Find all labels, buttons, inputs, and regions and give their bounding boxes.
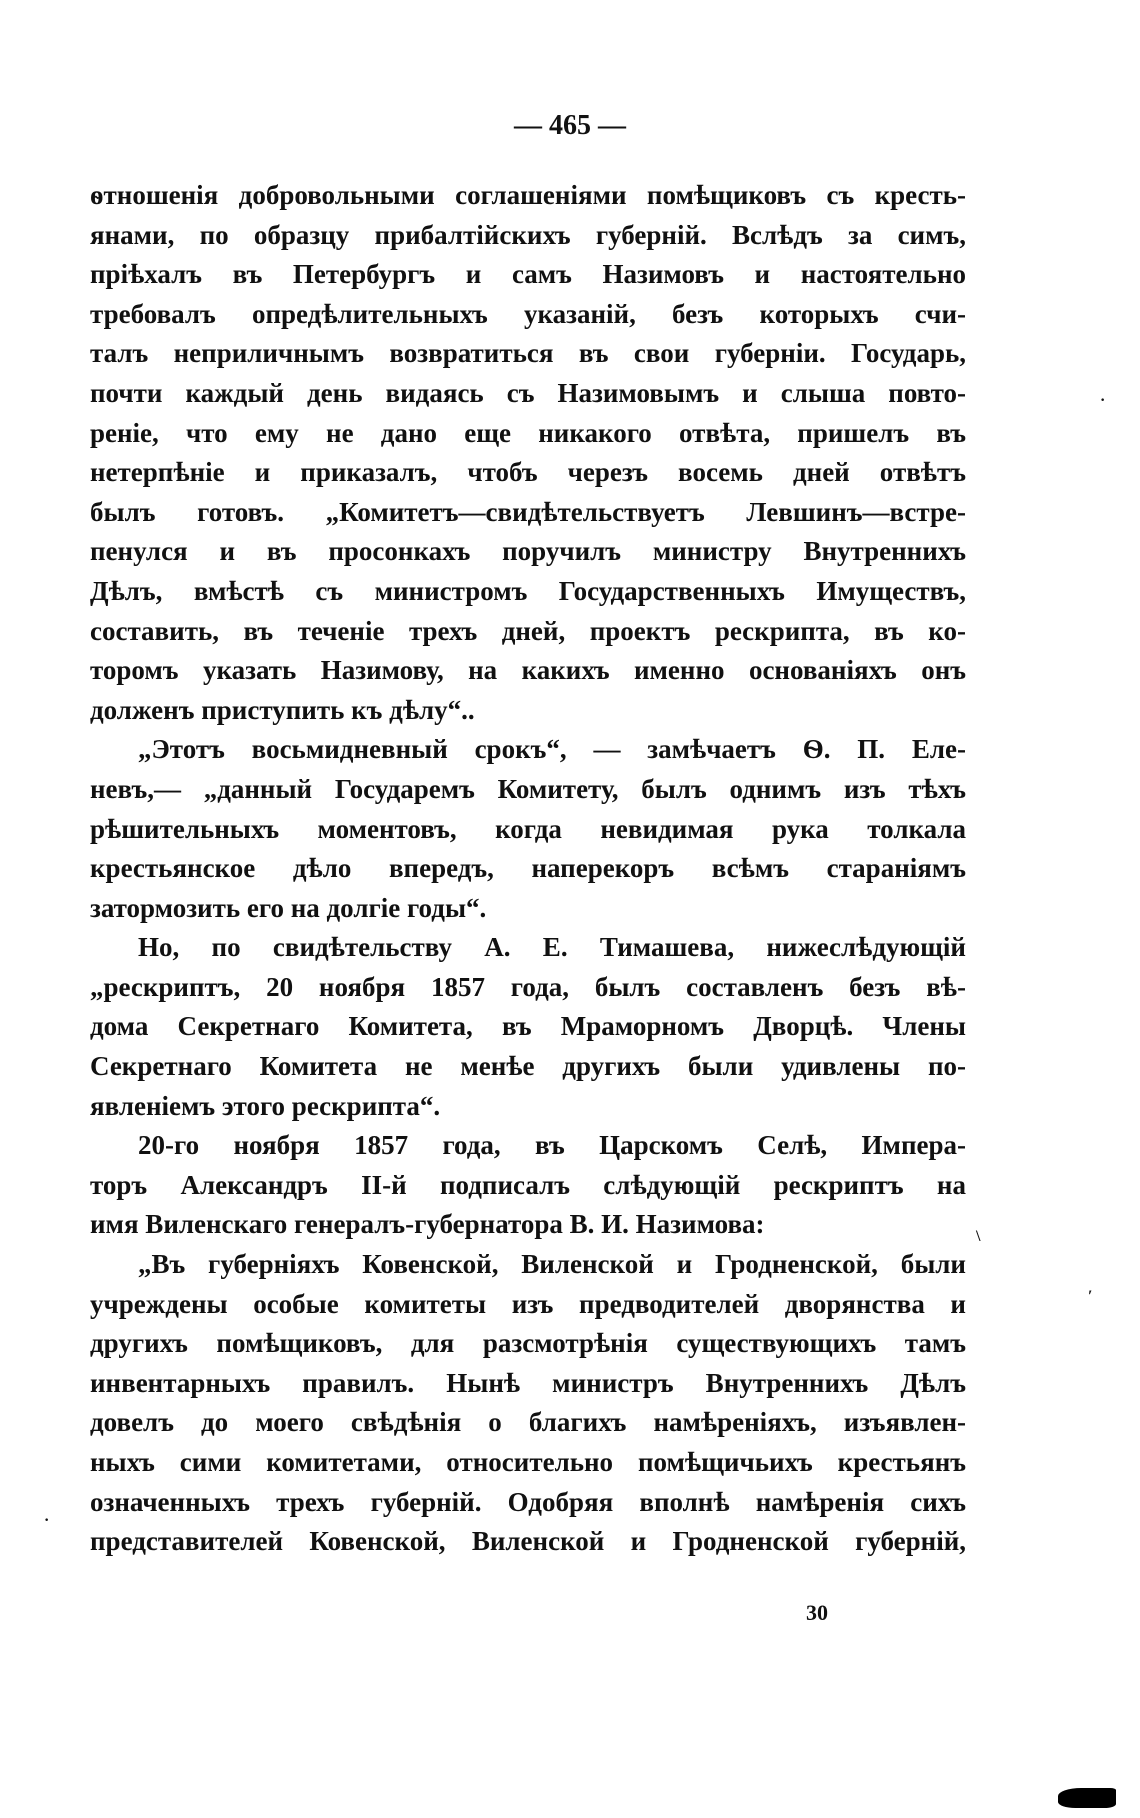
page-number: — 465 — [514, 110, 626, 141]
text-line: былъ готовъ. „Комитетъ—свидѣтельствуетъ Левшинъ—встре- [90, 496, 966, 527]
text-line: довелъ до моего свѣдѣнія о благихъ намѣреніяхъ, изъявлен- [90, 1407, 966, 1438]
text-line: „рескриптъ, 20 ноября 1857 года, былъ составленъ безъ вѣ- [90, 971, 966, 1002]
text-line: ныхъ сими комитетами, относительно помѣщичьихъ крестьянъ [90, 1447, 966, 1477]
text-line: рѣшительныхъ моментовъ, когда невидимая рука толкала [90, 813, 966, 844]
text-line: означенныхъ трехъ губерній. Одобряя вполнѣ намѣренія сихъ [90, 1486, 966, 1517]
text-line: пріѣхалъ въ Петербургъ и самъ Назимовъ и настоятельно [90, 259, 966, 290]
text-line: торомъ указать Назимову, на какихъ именно основаніяхъ онъ [90, 655, 966, 686]
body-text [90, 176, 966, 1562]
text-line: инвентарныхъ правилъ. Нынѣ министръ Внутреннихъ Дѣлъ [90, 1367, 966, 1398]
speck-mark: \ [976, 1228, 981, 1245]
text-line: Но, по свидѣтельству А. Е. Тимашева, нижеслѣдующій [138, 932, 966, 963]
speck-mark: ′ [1088, 1288, 1093, 1305]
text-line: учреждены особые комитеты изъ предводителей дворянства и [90, 1288, 966, 1319]
text-line: реніе, что ему не дано еще никакого отвѣта, пришелъ въ [90, 417, 966, 448]
text-line: „Этотъ восьмидневный срокъ“, — замѣчаетъ Ѳ. П. Еле- [138, 734, 966, 765]
speck-mark: · [44, 1512, 50, 1529]
text-line: затормозить его на долгіе годы“. [90, 892, 487, 923]
text-line: другихъ помѣщиковъ, для разсмотрѣнія существующихъ тамъ [90, 1328, 966, 1359]
text-line: 20-го ноября 1857 года, въ Царскомъ Селѣ, Импера- [138, 1130, 966, 1161]
text-line: пенулся и въ просонкахъ поручилъ министру Внутреннихъ [90, 536, 966, 567]
text-line: дома Секретнаго Комитета, въ Мраморномъ Дворцѣ. Члены [90, 1011, 966, 1042]
text-line: явленіемъ этого рескрипта“. [90, 1090, 441, 1121]
text-line: невъ,— „данный Государемъ Комитету, былъ однимъ изъ тѣхъ [90, 773, 966, 804]
text-line: имя Виленскаго генералъ-губернатора В. И. Назимова: [90, 1209, 765, 1240]
text-line: торъ Александръ II-й подписалъ слѣдующій рескриптъ на [90, 1169, 966, 1200]
text-line: крестьянское дѣло впередъ, наперекоръ всѣмъ стараніямъ [90, 853, 966, 884]
text-line: янами, по образцу прибалтійскихъ губерній. Вслѣдъ за симъ, [90, 219, 966, 250]
text-line: представителей Ковенской, Виленской и Гродненской губерній, [90, 1526, 966, 1557]
text-line: почти каждый день видаясь съ Назимовымъ и слыша повто- [90, 377, 966, 408]
text-line: „Въ губерніяхъ Ковенской, Виленской и Гродненской, были [138, 1249, 966, 1280]
speck-mark: · [1100, 392, 1106, 409]
text-line: нетерпѣніе и приказалъ, чтобъ черезъ восемь дней отвѣтъ [90, 457, 966, 488]
text-line: составить, въ теченіе трехъ дней, проектъ рескрипта, въ ко- [90, 615, 966, 646]
signature-mark: 30 [806, 1600, 828, 1625]
text-line: долженъ приступить къ дѣлу“.. [90, 694, 475, 725]
text-line: Дѣлъ, вмѣстѣ съ министромъ Государственныхъ Имуществъ, [90, 575, 966, 606]
text-line: талъ неприличнымъ возвратиться въ свои губерніи. Государь, [90, 338, 966, 369]
text-line: ѳтношенія добровольными соглашеніями помѣщиковъ съ кресть- [90, 180, 966, 210]
text-line: требовалъ опредѣлительныхъ указаній, безъ которыхъ счи- [90, 298, 966, 329]
ink-blot [1058, 1788, 1116, 1808]
text-line: Секретнаго Комитета не менѣе другихъ были удивлены по- [90, 1051, 966, 1082]
